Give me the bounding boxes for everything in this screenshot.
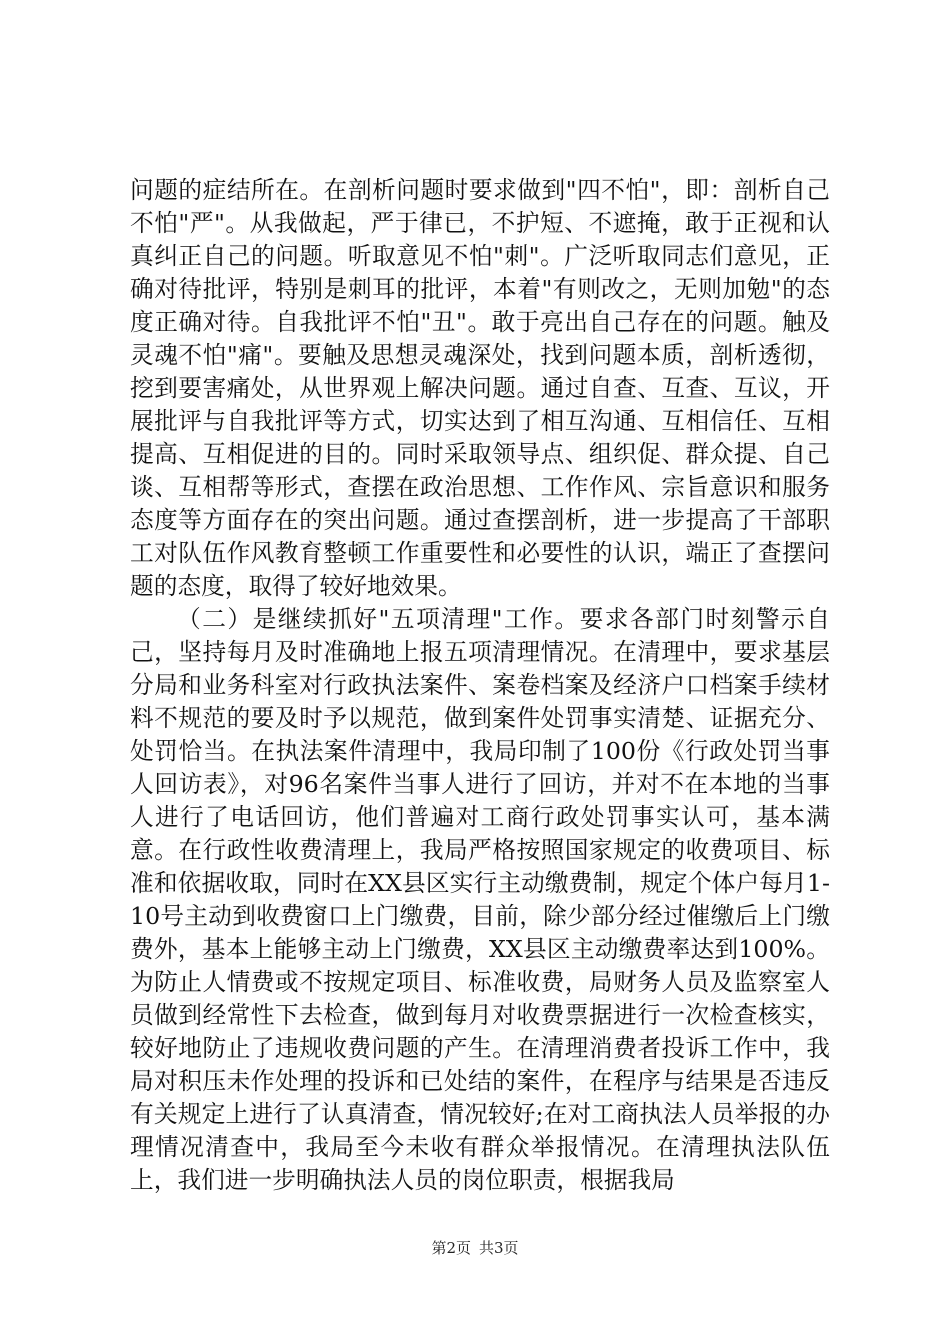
- document-body: [130, 174, 830, 1197]
- paragraph-1: 问题的症结所在。在剖析问题时要求做到"四不怕"，即：剖析自己不怕"严"。从我做起，严于律已，不护短、不遮掩，敢于正视和认真纠正自己的问题。听取意见不怕"刺"。广泛听取同志们意见，正确对待批评，特别是刺耳的批评，本着"有则改之，无则加勉"的态度正确对待。自我批评不怕"丑"。敢于亮出自己存在的问题。触及灵魂不怕"痛"。要触及思想灵魂深处，找到问题本质，剖析透彻，挖到要害痛处，从世界观上解决问题。通过自查、互查、互议，开展批评与自我批评等方式，切实达到了相互沟通、互相信任、互相提高、互相促进的目的。同时采取领导点、组织促、群众提、自己谈、互相帮等形式，查摆在政治思想、工作作风、宗旨意识和服务态度等方面存在的突出问题。通过查摆剖析，进一步提高了干部职工对队伍作风教育整顿工作重要性和必要性的认识，端正了查摆问题的态度，取得了较好地效果。: [130, 176, 830, 600]
- page-number: 第2页: [431, 1239, 471, 1257]
- page-total: 共3页: [479, 1239, 519, 1257]
- page-footer: [0, 1238, 950, 1258]
- paragraph-2: （二）是继续抓好"五项清理"工作。要求各部门时刻警示自己，坚持每月及时准确地上报五项清理情况。在清理中，要求基层分局和业务科室对行政执法案件、案卷档案及经济户口档案手续材料不规范的要及时予以规范，做到案件处罚事实清楚、证据充分、处罚恰当。在执法案件清理中，我局印制了100份《行政处罚当事人回访表》，对96名案件当事人进行了回访，并对不在本地的当事人进行了电话回访，他们普遍对工商行政处罚事实认可，基本满意。在行政性收费清理上，我局严格按照国家规定的收费项目、标准和依据收取，同时在XX县区实行主动缴费制，规定个体户每月1-10号主动到收费窗口上门缴费，目前，除少部分经过催缴后上门缴费外，基本上能够主动上门缴费，XX县区主动缴费率达到100%。为防止人情费或不按规定项目、标准收费，局财务人员及监察室人员做到经常性下去检查，做到每月对收费票据进行一次检查核实，较好地防止了违规收费问题的产生。在清理消费者投诉工作中，我局对积压未作处理的投诉和已处结的案件，在程序与结果是否违反有关规定上进行了认真清查，情况较好;在对工商执法人员举报的办理情况清查中，我局至今未收有群众举报情况。在清理执法队伍上，我们进一步明确执法人员的岗位职责，根据我局: [130, 605, 830, 1194]
